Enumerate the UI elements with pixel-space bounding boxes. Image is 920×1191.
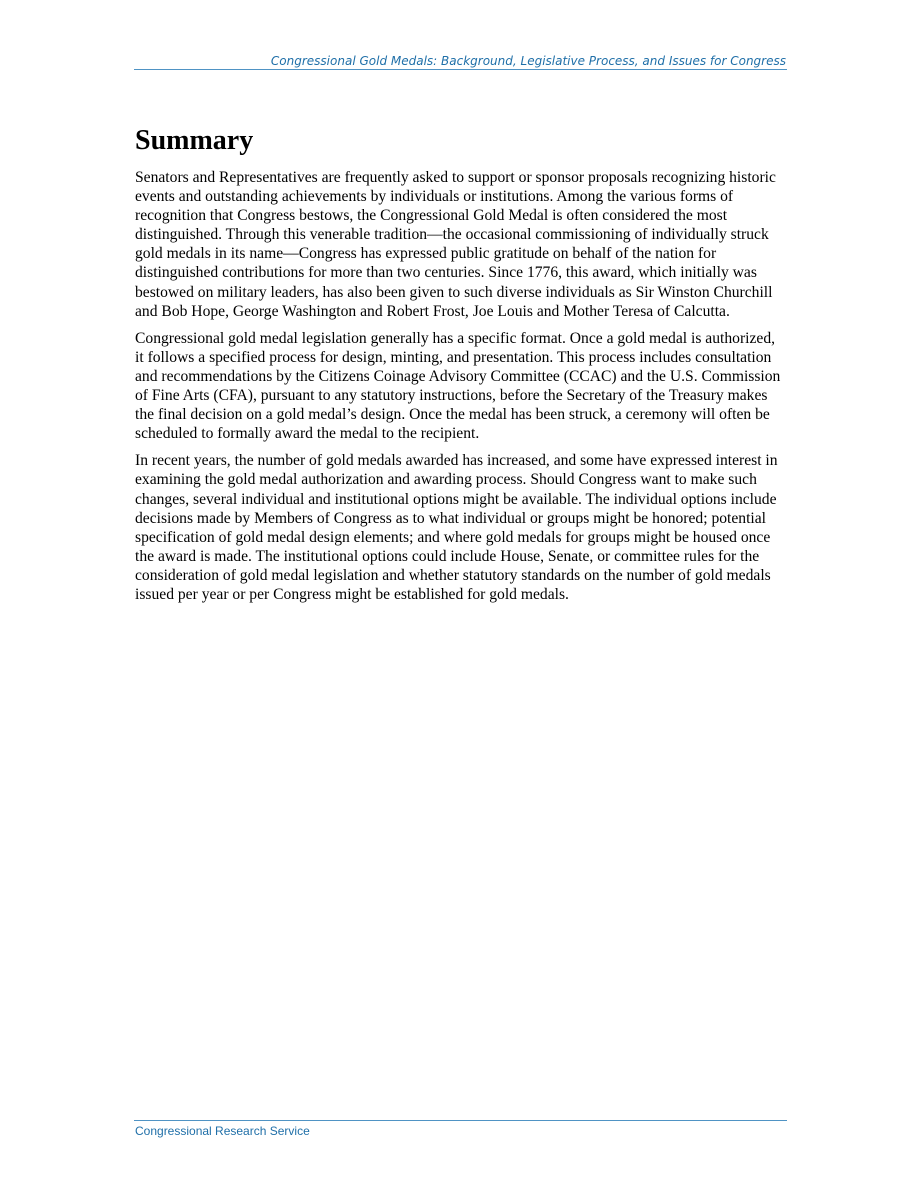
summary-section	[135, 122, 785, 612]
summary-paragraph-1: Senators and Representatives are frequently asked to support or sponsor proposals recognizing historic events and outstanding achievements by individuals or institutions. Among the various forms of recognition that Congress bestows, the Congressional Gold Medal is often considered the most distinguished. Through this venerable tradition—the occasional commissioning of individually struck gold medals in its name—Congress has expressed public gratitude on behalf of the nation for distinguished contributions for more than two centuries. Since 1776, this award, which initially was bestowed on military leaders, has also been given to such diverse individuals as Sir Winston Churchill and Bob Hope, George Washington and Robert Frost, Joe Louis and Mother Teresa of Calcutta.	[135, 169, 776, 320]
section-heading: Summary	[135, 125, 254, 156]
footer-divider	[134, 1120, 787, 1121]
summary-paragraph-3: In recent years, the number of gold medals awarded has increased, and some have expressed interest in examining the gold medal authorization and awarding process. Should Congress want to make such changes, several individual and institutional options might be available. The individual options include decisions made by Members of Congress as to what individual or groups might be honored; potential specification of gold medal design elements; and where gold medals for groups might be housed once the award is made. The institutional options could include House, Senate, or committee rules for the consideration of gold medal legislation and whether statutory standards on the number of gold medals issued per year or per Congress might be established for gold medals.	[135, 452, 778, 603]
header-divider	[134, 69, 787, 70]
summary-paragraph-2: Congressional gold medal legislation generally has a specific format. Once a gold medal is authorized, it follows a specified process for design, minting, and presentation. This process includes consultation and recommendations by the Citizens Coinage Advisory Committee (CCAC) and the U.S. Commission of Fine Arts (CFA), pursuant to any statutory instructions, before the Secretary of the Treasury makes the final decision on a gold medal’s design. Once the medal has been struck, a ceremony will often be scheduled to formally award the medal to the recipient.	[135, 329, 781, 443]
running-header-title: Congressional Gold Medals: Background, Legislative Process, and Issues for Congress	[270, 54, 786, 68]
footer-organization: Congressional Research Service	[135, 1124, 310, 1138]
